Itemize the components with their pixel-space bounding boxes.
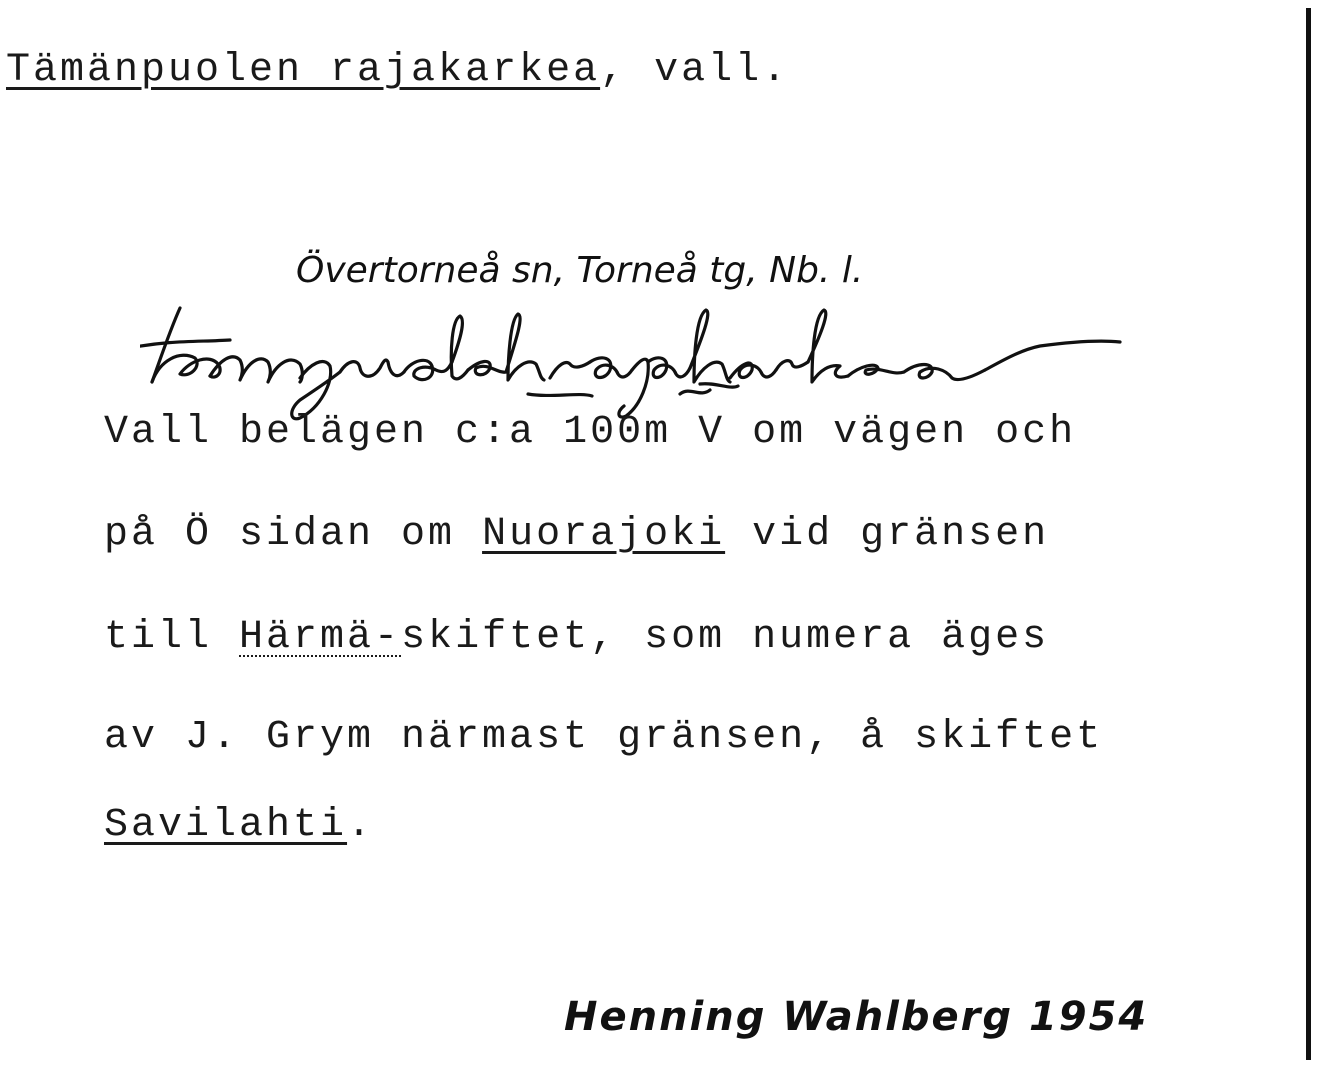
body-line-2-text-a: på Ö sidan om [104, 512, 483, 557]
body-line-5-period: . [347, 803, 375, 848]
body-line-1-text: Vall belägen c:a 100m V om vägen och [104, 410, 1077, 455]
parish-line: Övertorneå sn, Torneå tg, Nb. l. [296, 250, 864, 291]
collector-signature: Henning Wahlberg 1954 [564, 994, 1149, 1040]
body-line-3-text-a: till [104, 615, 240, 660]
card-edge-line [1306, 8, 1311, 1060]
body-line-3-text-b: skiftet, som numera äges [401, 615, 1050, 660]
body-line-3 [104, 615, 1049, 660]
body-line-2-text-b: vid gränsen [725, 512, 1050, 557]
header-place-name: Tämänpuolen rajakarkea [6, 48, 601, 93]
river-name: Nuorajoki [482, 512, 726, 557]
body-line-1 [104, 410, 1076, 455]
header-type: , vall. [600, 48, 790, 93]
farm-name: Savilahti [104, 803, 348, 848]
card-header [6, 48, 789, 93]
body-line-2 [104, 512, 1049, 557]
handwritten-place-name [140, 290, 1140, 425]
handwriting-strokes [140, 290, 1140, 425]
body-line-4-text: av J. Grym närmast gränsen, å skiftet [104, 715, 1104, 760]
estate-name: Härmä- [239, 615, 402, 660]
body-line-5 [104, 803, 374, 848]
body-line-4 [104, 715, 1103, 760]
